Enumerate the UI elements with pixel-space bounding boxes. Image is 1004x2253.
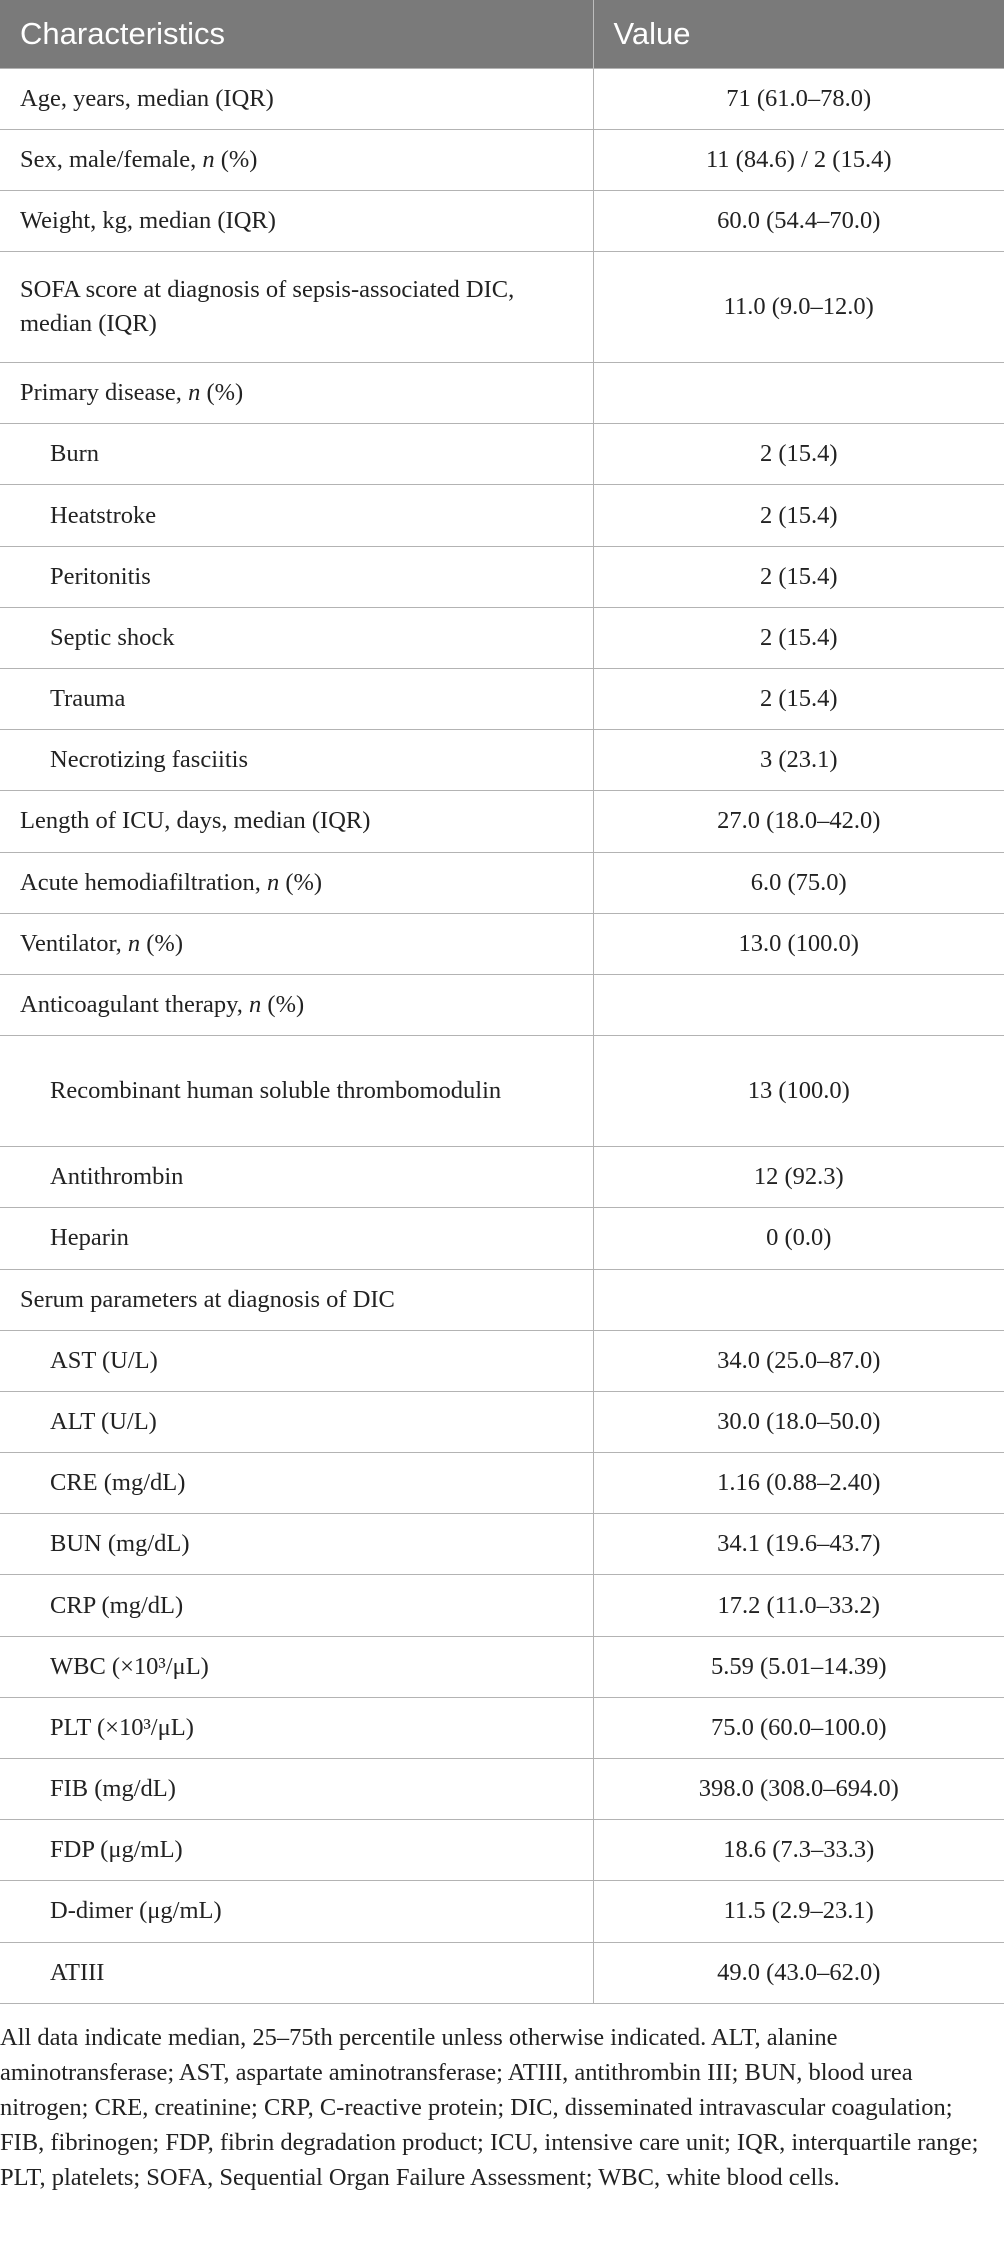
- table-footnote: All data indicate median, 25–75th percentile unless otherwise indicated. ALT, alanine aminotransferase; AST, aspartate aminotransferase; ATIII, antithrombin III; BUN, blood urea nitrogen; CRE, creatinine; CRP, C-reactive protein; DIC, disseminated intravascular coagulation; FIB, fibrinogen; FDP, fibrin degradation product; ICU, intensive care unit; IQR, interquartile range; PLT, platelets; SOFA, Sequential Organ Failure Assessment; WBC, white blood cells.: [0, 2023, 979, 2191]
- table-row: [0, 1208, 1004, 1269]
- header-characteristics: Characteristics: [0, 0, 593, 68]
- row-label: ATIII: [0, 1942, 593, 2003]
- label-text: Ventilator,: [20, 929, 128, 957]
- label-italic-n: n: [249, 991, 262, 1019]
- label-text: (%): [214, 145, 258, 173]
- table-row: [0, 1820, 1004, 1881]
- row-label: PLT (×10³/μL): [0, 1697, 593, 1758]
- row-value: 13 (100.0): [593, 1036, 1004, 1147]
- label-italic-n: n: [202, 145, 215, 173]
- row-label: Heparin: [0, 1208, 593, 1269]
- row-value: 11 (84.6) / 2 (15.4): [593, 129, 1004, 190]
- table-row: [0, 607, 1004, 668]
- row-label: Septic shock: [0, 607, 593, 668]
- table-row: [0, 363, 1004, 424]
- table-row: [0, 1330, 1004, 1391]
- row-label: FDP (μg/mL): [0, 1820, 593, 1881]
- table-row: [0, 730, 1004, 791]
- label-text: Primary disease,: [20, 379, 189, 407]
- label-text: (%): [140, 929, 183, 957]
- table-row: [0, 252, 1004, 363]
- row-label: Necrotizing fasciitis: [0, 730, 593, 791]
- row-label: FIB (mg/dL): [0, 1759, 593, 1820]
- table-row: [0, 129, 1004, 190]
- row-label: D-dimer (μg/mL): [0, 1881, 593, 1942]
- row-value: 11.5 (2.9–23.1): [593, 1881, 1004, 1942]
- row-value: 34.0 (25.0–87.0): [593, 1330, 1004, 1391]
- row-label: Age, years, median (IQR): [0, 68, 593, 129]
- row-label: Peritonitis: [0, 546, 593, 607]
- row-label: Trauma: [0, 669, 593, 730]
- row-value: 12 (92.3): [593, 1147, 1004, 1208]
- row-label: Weight, kg, median (IQR): [0, 190, 593, 251]
- row-value: 5.59 (5.01–14.39): [593, 1636, 1004, 1697]
- table-row: [0, 1575, 1004, 1636]
- row-value: 0 (0.0): [593, 1208, 1004, 1269]
- row-value: [593, 1269, 1004, 1330]
- row-label: AST (U/L): [0, 1330, 593, 1391]
- table-row: [0, 1453, 1004, 1514]
- row-value: 60.0 (54.4–70.0): [593, 190, 1004, 251]
- row-value: 2 (15.4): [593, 546, 1004, 607]
- row-label: WBC (×10³/μL): [0, 1636, 593, 1697]
- table-row: [0, 1514, 1004, 1575]
- table-row: [0, 485, 1004, 546]
- header-value: Value: [593, 0, 1004, 68]
- table-row: [0, 852, 1004, 913]
- table-row: [0, 1147, 1004, 1208]
- label-text: (%): [261, 991, 305, 1019]
- row-value: 2 (15.4): [593, 485, 1004, 546]
- table-row: [0, 68, 1004, 129]
- table-row: [0, 546, 1004, 607]
- label-text: (%): [279, 868, 323, 896]
- table-row: [0, 791, 1004, 852]
- table-row: [0, 669, 1004, 730]
- label-italic-n: n: [127, 929, 141, 957]
- row-label: Heatstroke: [0, 485, 593, 546]
- row-value: 398.0 (308.0–694.0): [593, 1759, 1004, 1820]
- row-value: 75.0 (60.0–100.0): [593, 1697, 1004, 1758]
- row-value: 2 (15.4): [593, 424, 1004, 485]
- row-label: ALT (U/L): [0, 1391, 593, 1452]
- table-row: [0, 1036, 1004, 1147]
- row-label: CRE (mg/dL): [0, 1453, 593, 1514]
- table-row: [0, 1759, 1004, 1820]
- table-row: [0, 424, 1004, 485]
- label-text: (%): [200, 379, 244, 407]
- table-row: [0, 913, 1004, 974]
- table-row: [0, 1942, 1004, 2003]
- table-row: [0, 1636, 1004, 1697]
- row-value: 2 (15.4): [593, 669, 1004, 730]
- row-value: 3 (23.1): [593, 730, 1004, 791]
- table-row: [0, 1697, 1004, 1758]
- row-label: [0, 974, 593, 1035]
- row-value: 34.1 (19.6–43.7): [593, 1514, 1004, 1575]
- table-row: [0, 1881, 1004, 1942]
- row-label: Burn: [0, 424, 593, 485]
- label-text: Sex, male/female,: [20, 145, 203, 173]
- row-label: CRP (mg/dL): [0, 1575, 593, 1636]
- row-value: 13.0 (100.0): [593, 913, 1004, 974]
- table-header-row: [0, 0, 1004, 68]
- label-italic-n: n: [188, 379, 201, 407]
- row-label: [0, 852, 593, 913]
- row-label: [0, 913, 593, 974]
- row-value: 27.0 (18.0–42.0): [593, 791, 1004, 852]
- row-value: [593, 974, 1004, 1035]
- row-label: [0, 129, 593, 190]
- row-value: 11.0 (9.0–12.0): [593, 252, 1004, 363]
- row-label: Antithrombin: [0, 1147, 593, 1208]
- row-value: 1.16 (0.88–2.40): [593, 1453, 1004, 1514]
- row-value: 17.2 (11.0–33.2): [593, 1575, 1004, 1636]
- row-label: Recombinant human soluble thrombomodulin: [0, 1036, 593, 1147]
- label-text: Acute hemodiafiltration,: [20, 868, 267, 896]
- row-label: SOFA score at diagnosis of sepsis-associated DIC, median (IQR): [0, 252, 593, 363]
- table-row: [0, 1269, 1004, 1330]
- table-row: [0, 1391, 1004, 1452]
- label-text: Anticoagulant therapy,: [20, 991, 250, 1019]
- row-label: Serum parameters at diagnosis of DIC: [0, 1269, 593, 1330]
- row-value: 49.0 (43.0–62.0): [593, 1942, 1004, 2003]
- table-row: [0, 974, 1004, 1035]
- table-row: [0, 190, 1004, 251]
- row-value: 6.0 (75.0): [593, 852, 1004, 913]
- row-value: 2 (15.4): [593, 607, 1004, 668]
- row-label: Length of ICU, days, median (IQR): [0, 791, 593, 852]
- row-value: 30.0 (18.0–50.0): [593, 1391, 1004, 1452]
- row-value: [593, 363, 1004, 424]
- row-value: 71 (61.0–78.0): [593, 68, 1004, 129]
- row-label: BUN (mg/dL): [0, 1514, 593, 1575]
- row-value: 18.6 (7.3–33.3): [593, 1820, 1004, 1881]
- label-italic-n: n: [266, 868, 280, 896]
- row-label: [0, 363, 593, 424]
